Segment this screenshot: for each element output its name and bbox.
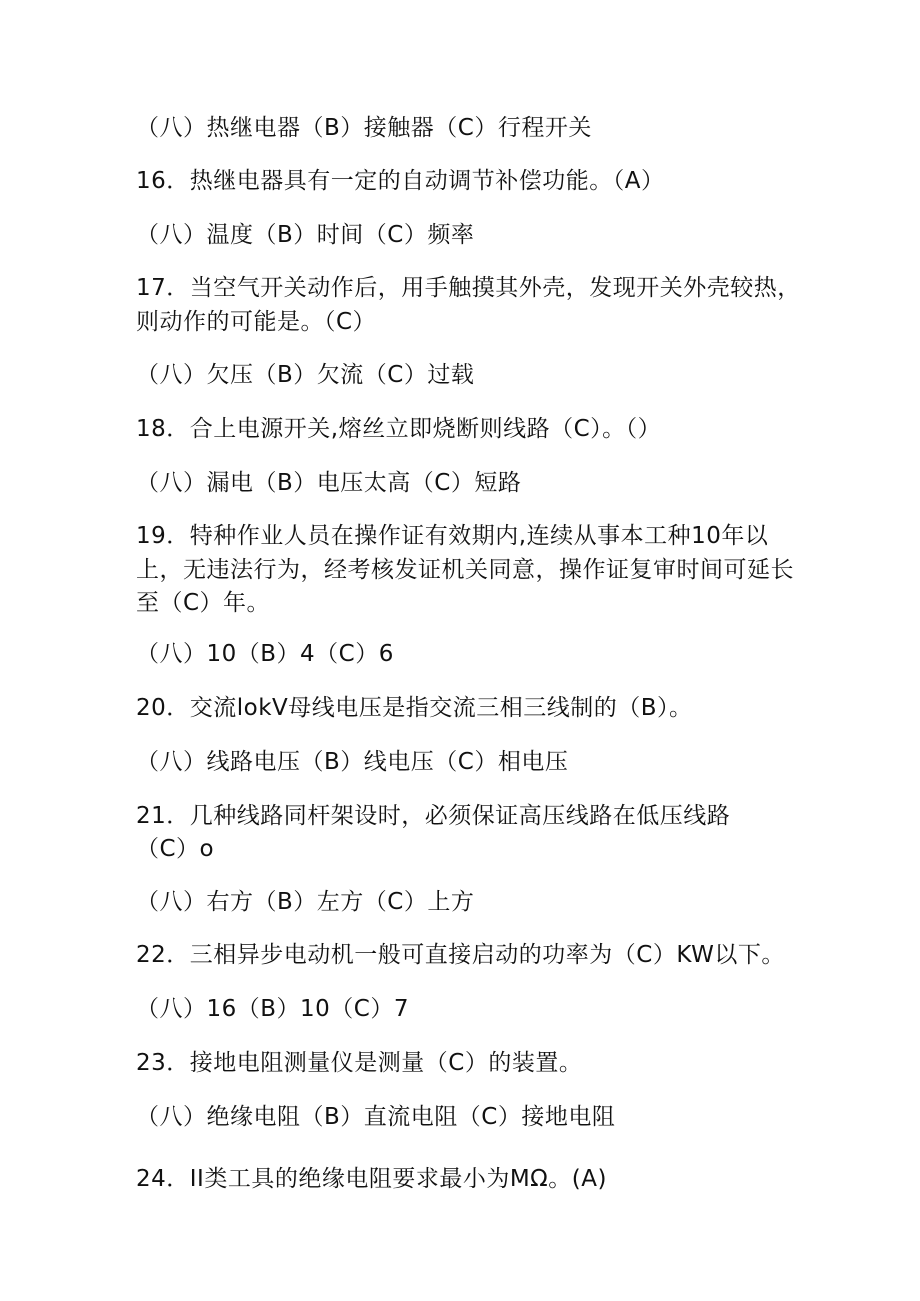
q19-question-line2: 上，无违法行为，经考核发证机关同意，操作证复审时间可延长	[136, 557, 794, 583]
q19-options: （八）10（B）4（C）6	[136, 641, 394, 667]
q23-options: （八）绝缘电阻（B）直流电阻（C）接地电阻	[136, 1104, 616, 1130]
q17-question-line2: 则动作的可能是。（C）	[136, 309, 377, 335]
q22-options: （八）16（B）10（C）7	[136, 996, 410, 1022]
q17-options: （八）欠压（B）欠流（C）过载	[136, 362, 475, 388]
q16-question: 16．热继电器具有一定的自动调节补偿功能。（A）	[136, 168, 665, 194]
q16-options: （八）温度（B）时间（C）频率	[136, 222, 475, 248]
q18-options: （八）漏电（B）电压太高（C）短路	[136, 470, 522, 496]
q20-options: （八）线路电压（B）线电压（C）相电压	[136, 749, 569, 775]
q21-question-line1: 21．几种线路同杆架设时，必须保证高压线路在低压线路	[136, 803, 731, 829]
q18-question: 18．合上电源开关,熔丝立即烧断则线路（C）。（）	[136, 416, 662, 442]
q22-question: 22．三相异步电动机一般可直接启动的功率为（C）KW以下。	[136, 942, 785, 968]
q17-question-line1: 17．当空气开关动作后，用手触摸其外壳，发现开关外壳较热，	[136, 275, 801, 301]
q23-question: 23．接地电阻测量仪是测量（C）的装置。	[136, 1050, 583, 1076]
q20-question: 20．交流lokV母线电压是指交流三相三线制的（B）。	[136, 695, 693, 721]
q24-question: 24．II类工具的绝缘电阻要求最小为MΩ。(A)	[136, 1166, 607, 1192]
q21-question-line2: （C）o	[136, 836, 215, 862]
q19-question-line3: 至（C）年。	[136, 590, 271, 616]
q19-question-line1: 19．特种作业人员在操作证有效期内,连续从事本工种10年以	[136, 523, 769, 549]
q21-options: （八）右方（B）左方（C）上方	[136, 889, 475, 915]
q15-options: （八）热继电器（B）接触器（C）行程开关	[136, 115, 592, 141]
